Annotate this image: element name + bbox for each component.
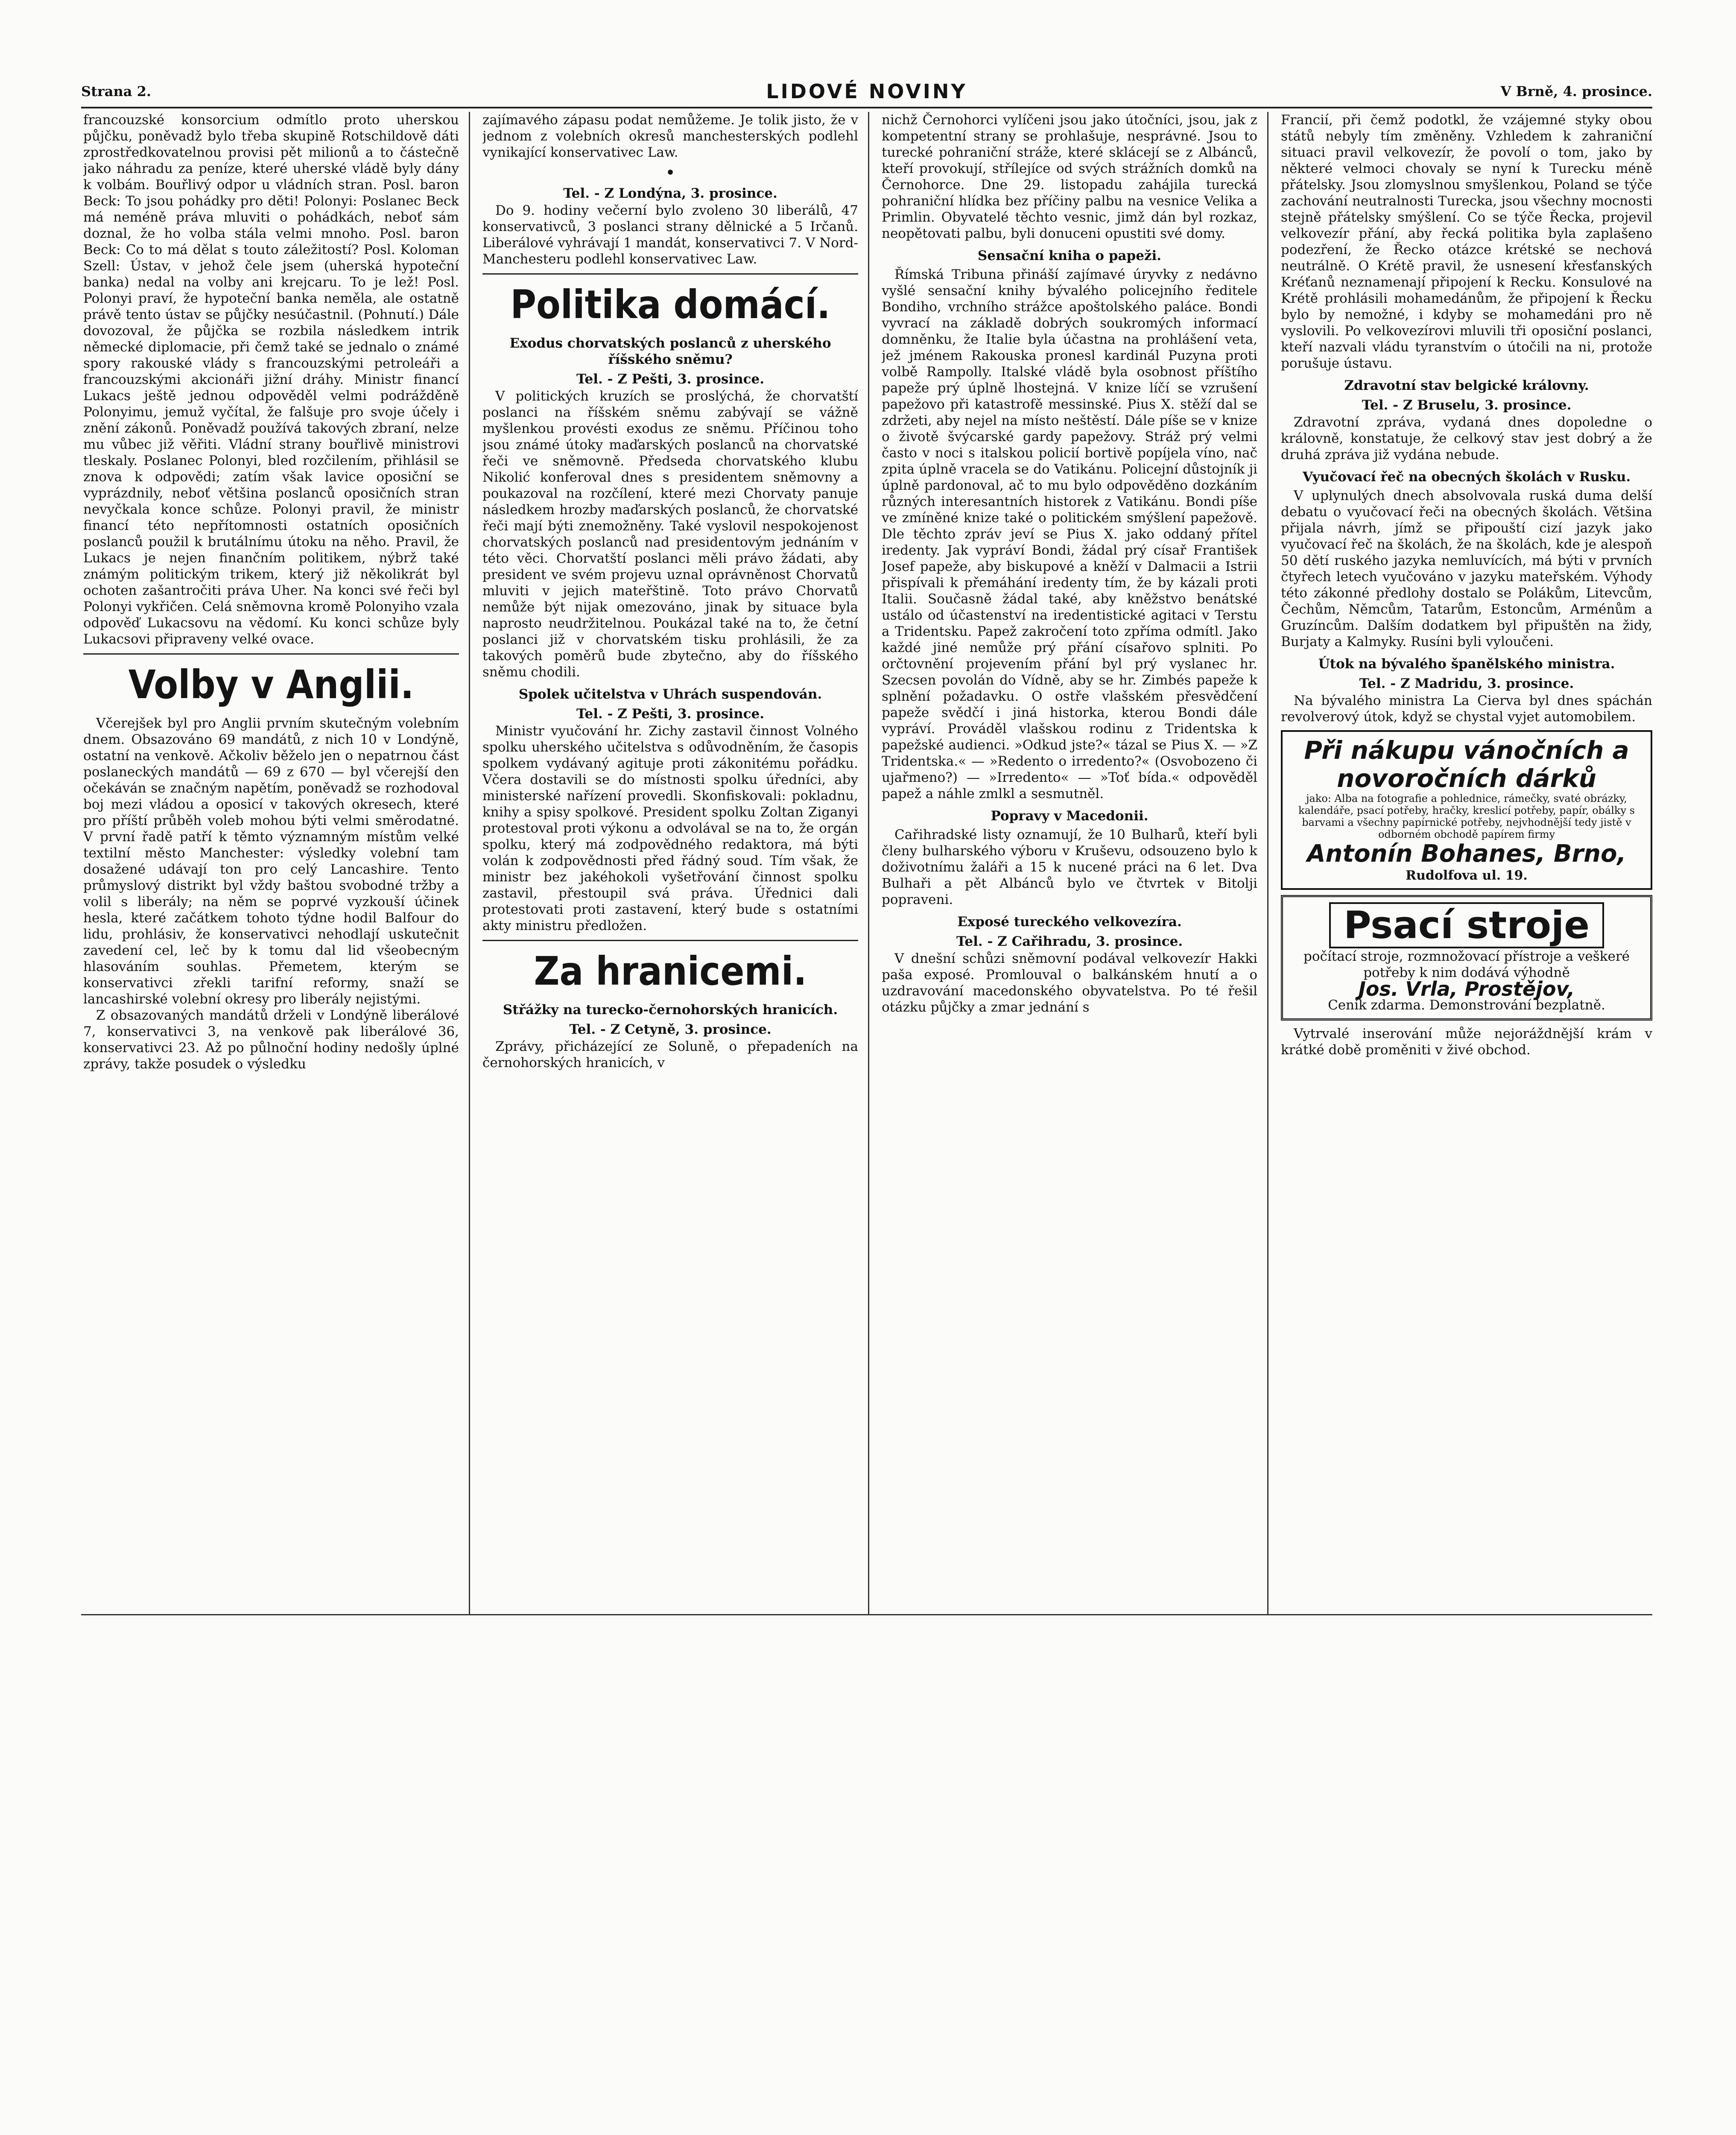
dateline: Tel. - Z Londýna, 3. prosince. xyxy=(563,186,777,201)
divider xyxy=(83,653,459,655)
article-heading: Střážky na turecko-černohorských hranicích. xyxy=(503,1002,838,1018)
divider xyxy=(482,940,858,941)
article-text: Na bývalého ministra La Cierva byl dnes spáchán revolverový útok, když se chystal vyjet automobilem. xyxy=(1281,693,1652,725)
advertisement-bohanes xyxy=(1281,730,1652,890)
column-1 xyxy=(83,112,459,1072)
page-number: Strana 2. xyxy=(81,83,152,99)
article-text: Do 9. hodiny večerní bylo zvoleno 30 liberálů, 47 konservativců, 3 poslanci strany dělnické a 5 Irčanů. Liberálové vyhrávají 1 mandát, konservativci 7. V Nord-Manchesteru podlehl konservativec Law. xyxy=(482,203,858,267)
article-heading: Vyučovací řeč na obecných školách v Rusku. xyxy=(1302,469,1631,485)
headline: Volby v Anglii. xyxy=(128,662,414,708)
article-heading: Zdravotní stav belgické královny. xyxy=(1344,378,1589,393)
dateline: Tel. - Z Pešti, 3. prosince. xyxy=(576,706,764,722)
article-text: Vytrvalé inserování může nejoráždnější krám v krátké době proměniti v živé obchod. xyxy=(1281,1026,1652,1058)
article-text: zajímavého zápasu podat nemůžeme. Je tolik jisto, že v jednom z volebních okresů manchesterských podlehl vynikající konservativec Law. xyxy=(482,112,858,160)
dateline: Tel. - Z Bruselu, 3. prosince. xyxy=(1362,398,1572,413)
section-title: Politika domácí. xyxy=(510,282,830,328)
article-text: V politických kruzích se proslýchá, že chorvatští poslanci na říšském sněmu zabývají se vážně myšlenkou provésti exodus ze sněmu. Příčinou toho jsou známé útoky maďarských poslanců na chorvatské řeči ve sněmovně. Předseda chorvatského klubu Nikolić konferoval dnes s presidentem sněmovny a poukazoval na rozčílení, které mezi Chorvaty panuje následkem hrozby maďarských poslanců, že chorvatské řeči mají býti znemožněny. Také vyslovil nespokojenost chorvatských poslanců nad presidentovým jednáním v této věci. Chorvatští poslanci měli právo žádati, aby president ve svém projevu uznal oprávněnost Chorvatů mluviti v jejich mateřštině. Toto právo Chorvatů nemůže být nijak omezováno, jinak by situace byla naprosto neudržitelnou. Poukázal také na to, že četní poslanci již v chorvatském tisku prohlásili, že za takových poměrů bude zbytečno, aby do říšského sněmu chodili. xyxy=(482,389,858,680)
dateline: Tel. - Z Cetyně, 3. prosince. xyxy=(569,1022,772,1037)
section-title: Za hranicemi. xyxy=(534,948,807,994)
article-text: Zprávy, přicházející ze Soluně, o přepadeních na černohorských hranicích, v xyxy=(482,1039,858,1070)
masthead: LIDOVÉ NOVINY xyxy=(766,80,967,103)
ad-headline: Psací stroje xyxy=(1329,902,1604,948)
ad-company: Antonín Bohanes, Brno, xyxy=(1307,840,1626,868)
column-3 xyxy=(882,112,1257,1015)
article-text: Cařihradské listy oznamují, že 10 Bulharů, kteří byli členy bulharského výboru v Kruševu, odsouzeno bylo k doživotnímu žaláři a 15 k nucené práci na 6 let. Dva Bulhaři a pět Albánců bylo ve čtvrtek v Bitolji popraveni. xyxy=(882,827,1257,907)
advertisement-vrla xyxy=(1281,895,1652,1021)
article-heading: Popravy v Macedonii. xyxy=(991,808,1149,824)
article-heading: Exodus chorvatských poslanců z uherského říšského sněmu? xyxy=(509,336,831,367)
bottom-rule xyxy=(81,1614,1652,1615)
ad-text: jako: Alba na fotografie a pohlednice, rámečky, svaté obrázky, kalendáře, psací potřeby, hračky, kreslicí potřeby, papír, obálky s barvami a všechny papírnické potřeby, nejvhodnější tedy jistě v odborném obchodě papírem firmy xyxy=(1298,793,1635,840)
header-rule xyxy=(81,107,1652,108)
article-heading: Útok na bývalého španělského ministra. xyxy=(1318,656,1615,672)
column-2 xyxy=(482,112,858,1071)
column-divider xyxy=(469,112,470,1615)
column-divider xyxy=(1267,112,1268,1615)
place-date: V Brně, 4. prosince. xyxy=(1500,83,1652,99)
ad-company: Jos. Vrla, Prostějov, xyxy=(1358,977,1575,1000)
article-text: francouzské konsorcium odmítlo proto uherskou půjčku, poněvadž bylo třeba skupině Rotschildově dáti zprostředkovatelnou provisi pět milionů a to částečně jako náhradu za peníze, které uherské vládě byly dány k volbám. Bouřlivý odpor u vládních stran. Posl. baron Beck: To jsou pohádky pro děti! Polonyi: Poslanec Beck má neméně práva mluviti o pohádkách, neboť sám doznal, že ho volba stála velmi mnoho. Posl. baron Beck: Co to má dělat s touto záležitostí? Posl. Koloman Szell: Ústav, v jehož čele jsem (uherská hypoteční banka) nedal na volby ani krejcaru. To je lež! Posl. Polonyi praví, že hypoteční banka neměla, ale ostatně právě tento ústav se půjčky nesúčastnil. (Pohnutí.) Dále dovozoval, že půjčka se rozbila následkem intrik německé diplomacie, při čemž také se jednalo o známé spory rakouské vlády s francouzskými petroleáři a francouzskými akcionáři jižní dráhy. Ministr financí Lukacs ještě jednou odpověděl velmi podrážděně Polonyimu, jemuž vyčítal, že falšuje pro svoje účely i znění zákonů. Poněvadž používá takových zbraní, nelze mu vůbec již věřiti. Vládní strany bouřlivě ministrovi tleskaly. Poslanec Polonyi, bled rozčilením, přihlásil se znova k odpovědi; zatím však lavice oposiční se vyprázdnily, neboť většina poslanců oposičních stran nevyčkala konce schůze. Polonyi pravil, že ministr financí této nepřítomnosti ostatních oposičních poslanců použil k brutálnímu útoku na něho. Pravil, že Lukacs je nejen finančním politikem, nýbrž také známým politickým trikem, který již několikrát byl ochoten zašantročiti práva Uher. Na konci své řeči byl Polonyi vykřičen. Celá sněmovna kromě Polonyiho vzala odpověď Lukacsovu na vědomí. Ku konci schůze byly Lukacsovi připraveny velké ovace. xyxy=(83,112,459,647)
article-text: Římská Tribuna přináší zajímavé úryvky z nedávno vyšlé sensační knihy bývalého policejního ředitele Bondiho, vrchního strážce apoštolského paláce. Bondi vyvrací na základě dobrých soukromých informací domněnku, že Italie byla účastna na prohlášení veta, jež jménem Rakouska pronesl kardinál Puzyna proti volbě Rampolly. Italské vládě byla osobnost příštího papeže prý úplně lhostejná. V knize líčí se vzrušení papežovo při katastrofě messinské. Pius X. stěží dal se zdržeti, aby nejel na místo neštěstí. Dále píše se v knize o životě švýcarské gardy papežovy. Stráž prý velmi často v noci s italskou policií bortivě popíjela víno, nač zpita úplně vracela se do Vatikánu. Policejní důstojník ji úplně pardonoval, ač to mu bylo odpověděno dozkáním různých interesantních historek z Vatikánu. Bondi píše ve zmíněné knize také o politickém smýšlení papežově. Dle těchto zpráv jeví se Pius X. jako oddaný přítel iredenty. Jak vypráví Bondi, žádal prý císař František Josef papeže, aby biskupové a kněží v Dalmacii a Istrii přispívali k přemáhání iredenty tím, že by kázali proti Italii. Současně žádal také, aby kněžstvo benátské ustálo od účastenství na iredentistické agitaci v Terstu a Tridentsku. Papež zakročení toto zpříma odmítl. Jako každé jiné nemůže prý přání císařovo splniti. Po orčtovnění projevením přání byl prý vyslanec hr. Szecsen povolán do Vídně, aby se hr. Zimbés papeže k splnění požadavku. O ostře vlašském přesvědčení papeže svědčí i jiná historka, kterou Bondi dále vypráví. Prováděl vlašskou rodinu z Tridentska k papežské audienci. »Odkud jste?« tázal se Pius X. — »Z Tridentska.« — »Redento o irredento?« (Osvobozeno či ujařmeno?) — »Irredento« — »Toť bída.« odpověděl papež a náhle zmlkl a sesmutněl. xyxy=(882,267,1257,801)
column-divider xyxy=(868,112,869,1615)
article-heading: Exposé tureckého velkovezíra. xyxy=(957,914,1182,930)
article-text: V uplynulých dnech absolvovala ruská duma delší debatu o vyučovací řeči na obecných školách. Většina přijala návrh, jímž se připouští cizí jazyk jako vyučovací řeč na školách, že na školách, kde je alespoň 50 dětí ruského jazyka nemluvících, má býti v prvních čtyřech letech vyučováno v jazyku mateřském. Výhody této zákonné předlohy dostalo se Polákům, Litevcům, Čechům, Němcům, Tatarům, Estoncům, Arménům a Gruzíncům. Dalším dodatkem byl připuštěn na židy, Burjaty a Kalmyky. Rusíni byli vyloučeni. xyxy=(1281,488,1652,649)
page-header xyxy=(81,80,1652,103)
ad-headline: Při nákupu vánočních a novoročních dárků xyxy=(1304,736,1629,793)
article-text: V dnešní schůzi sněmovní podával velkovezír Hakki paša exposé. Promlouval o balkánském hnutí a o uzdravování macedonského obyvatelstva. Po té řešil otázku půjčky a zmar jednání s xyxy=(882,951,1257,1015)
ad-address: Rudolfova ul. 19. xyxy=(1406,868,1528,883)
article-heading: Sensační kniha o papeži. xyxy=(977,248,1162,263)
dateline: Tel. - Z Madridu, 3. prosince. xyxy=(1359,676,1574,691)
article-text: nichž Černohorci vylíčeni jsou jako útočníci, jsou, jak z kompetentní strany se prohlašuje, nesprávné. Jsou to turecké pohraniční stráže, které sklácejí se z Albánců, kteří provokují, střílejíce od svých strážních domků na Černohorce. Dne 29. listopadu zahájila turecká pohraniční hlídka bez příčiny palbu na vesnice Velika a Primlin. Obyvatelé těchto vesnic, jimž dán byl rozkaz, neopětovati palbu, byli donuceni opustiti své domy. xyxy=(882,112,1257,241)
separator-dot: • xyxy=(665,163,675,183)
divider xyxy=(482,273,858,275)
ad-note: Ceník zdarma. Demonstrování bezplatně. xyxy=(1328,997,1605,1013)
article-text: Ministr vyučování hr. Zichy zastavil činnost Volného spolku uherského učitelstva s odůvodněním, že časopis spolkem vydávaný agituje proti zákonitému pořádku. Včera dostavili se do místnosti spolku úředníci, aby ministerské nařízení provedli. Skonfiskovali: pokladnu, knihy a spisy spolkové. President spolku Zoltan Ziganyi protestoval proti výkonu a odvolával se na to, že orgán spolku, který má zodpovědného redaktora, má býti volán k zodpovědnosti před řádný soud. Tím však, že ministr bez jakéhokoli vyšetřování činnost spolku zastavil, přestoupil svá práva. Úřednici dali protestovati proti zastavení, který bude s ostatními akty ministru předložen. xyxy=(482,723,858,933)
dateline: Tel. - Z Cařihradu, 3. prosince. xyxy=(956,934,1183,949)
dateline: Tel. - Z Pešti, 3. prosince. xyxy=(576,371,764,387)
article-heading: Spolek učitelstva v Uhrách suspendován. xyxy=(518,687,822,702)
column-4 xyxy=(1281,112,1652,1058)
article-text: Z obsazovaných mandátů drželi v Londýně liberálové 7, konservativci 3, na venkově pak liberálové 36, konservativci 23. Až po půlnoční hodiny nedošly úplné zprávy, takže posudek o výsledku xyxy=(83,1008,459,1072)
ad-text: počítací stroje, rozmnožovací přístroje a veškeré potřeby k nim dodává výhodně xyxy=(1303,949,1630,980)
article-text: Francií, při čemž podotkl, že vzájemné styky obou států nebyly tím změněny. Vzhledem k zahraniční situaci pravil velkovezír, že povolí o tom, jako by některé velmoci chovaly se nyní k Turecku méně přátelsky. Jsou zlomyslnou smyšlenkou, Poland se týče zachování neutralnosti Turecka, jsou všechny mocnosti stejně přátelsky smýšlení. Co se týče Řecka, projevil velkovezír přání, aby řecká politika byla zaplašeno podezření, že Řecko otázce krétské se nechová neutrálně. O Krétě pravil, že usnesení křesťanských Kréťanů neznamenají připojení k Recku. Konsulové na Krétě prohlásili mohamedánům, že připojení k Řecku bylo by nemožné, i kdyby se mohamedáni pro ně vyslovili. Po velkovezírovi mluvili tři oposiční poslanci, kteří nazvali vládu tyranstvím o útočili na ni, protože porušuje ústavu. xyxy=(1281,112,1652,371)
article-text: Včerejšek byl pro Anglii prvním skutečným volebním dnem. Obsazováno 69 mandátů, z nich 10 v Londýně, ostatní na venkově. Ačkoliv běželo jen o nepatrnou část poslaneckých mandátů — 69 z 670 — byl včerejší den očekáván se značným napětím, poněvadž se rozhodoval boj mezi vládou a oposicí v takových okresech, které pro příští průběh voleb mohou býti velmi směrodatné. V první řadě patří k těmto významným místům velké textilní město Manchester: výsledky volební tam dosažené udávají ton pro celý Lancashire. Tento průmyslový distrikt byl vždy baštou svobodné tržby a volil s liberály; na něm se poprvé vyzkouší účinek hesla, které začátkem tohoto týdne hodil Balfour do lidu, prohlásiv, že konservativci nehodlají uskutečnit zavedení cel, leč by k tomu dal lid všeobecným hlasováním souhlas. Přemetem, kterým se konservativci zřekli tarifní reformy, snaží se lancashirské volební okresy pro liberály nejistými. xyxy=(83,716,459,1007)
article-text: Zdravotní zpráva, vydaná dnes dopoledne o královně, konstatuje, že celkový stav jest dobrý a že druhá zpráva již vydána nebude. xyxy=(1281,415,1652,462)
